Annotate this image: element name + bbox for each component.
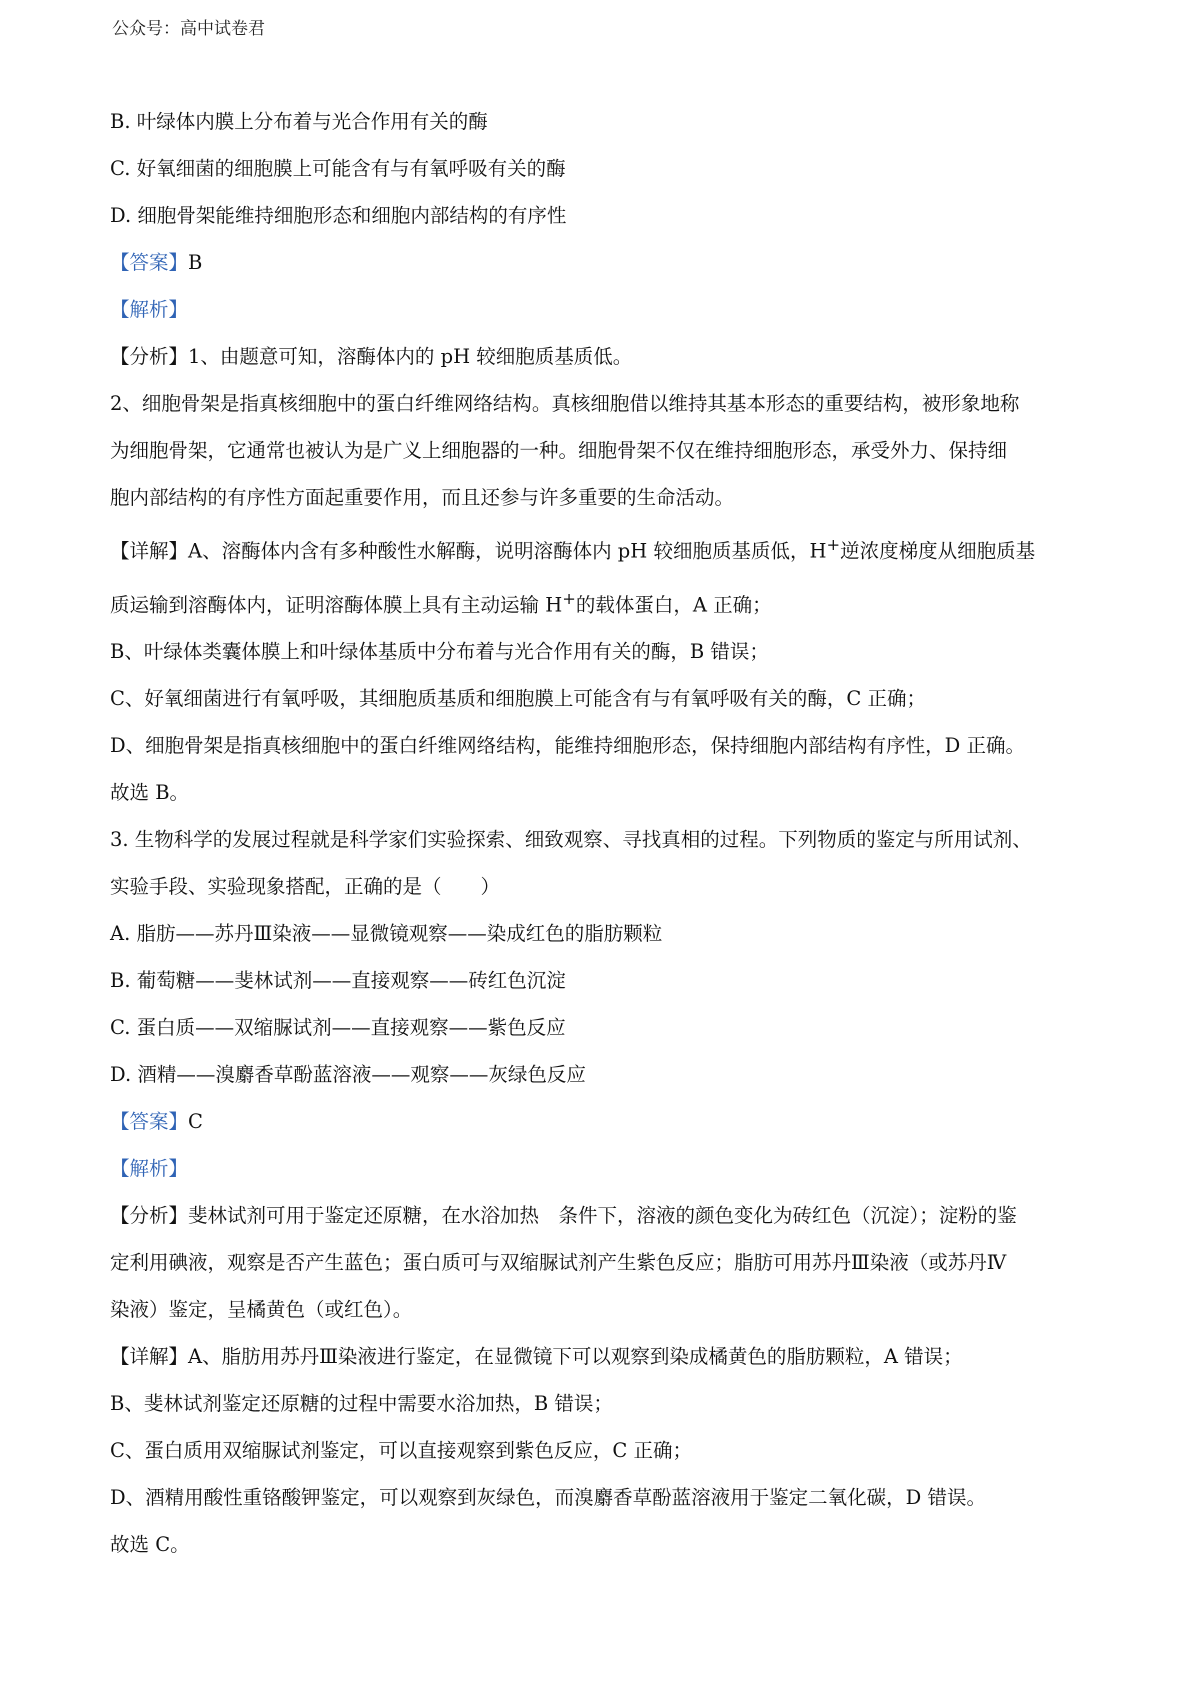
q2-answer (110, 239, 1100, 286)
superscript-plus: + (826, 535, 841, 554)
q3-stem-line2: 实验手段、实验现象搭配，正确的是（ ） (110, 875, 501, 898)
q2-xiangjie-b: B、叶绿体类囊体膜上和叶绿体基质中分布着与光合作用有关的酶，B 错误； (110, 640, 769, 663)
xiangjie-tag: 【详解】 (110, 539, 189, 563)
q2-option-d: D. 细胞骨架能维持细胞形态和细胞内部结构的有序性 (110, 204, 567, 227)
q3-stem-line1: 3. 生物科学的发展过程就是科学家们实验探索、细致观察、寻找真相的过程。下列物质的鉴定与所用试剂、 (110, 828, 1032, 851)
q3-xiangjie-d: D、酒精用酸性重铬酸钾鉴定，可以观察到灰绿色，而溴麝香草酚蓝溶液用于鉴定二氧化碳，D 错误。 (110, 1486, 986, 1509)
q3-xiangjie-a (110, 1333, 1100, 1380)
q3-option-c: C. 蛋白质——双缩脲试剂——直接观察——紫色反应 (110, 1016, 566, 1039)
q2-xiangjie-d: D、细胞骨架是指真核细胞中的蛋白纤维网络结构，能维持细胞形态，保持细胞内部结构有序性，D 正确。 (110, 734, 1025, 757)
q3-option-b: B. 葡萄糖——斐林试剂——直接观察——砖红色沉淀 (110, 969, 566, 992)
xiangjie-text: 逆浓度梯度从细胞质基 (840, 539, 1036, 563)
q3-conclusion: 故选 C。 (110, 1533, 190, 1556)
q2-fenxi-2-line1: 2、细胞骨架是指真核细胞中的蛋白纤维网络结构。真核细胞借以维持其基本形态的重要结构，被形象地称 (110, 392, 1020, 415)
xiangjie-text: 质运输到溶酶体内，证明溶酶体膜上具有主动运输 H (110, 593, 563, 616)
q3-analysis-tag: 【解析】 (110, 1157, 189, 1180)
fenxi-text: 斐林试剂可用于鉴定还原糖，在水浴加热 条件下，溶液的颜色变化为砖红色（沉淀）；淀粉的鉴 (188, 1204, 1017, 1227)
fenxi-text: 1、由题意可知，溶酶体内的 pH 较细胞质基质低。 (188, 345, 633, 368)
q2-option-c: C. 好氧细菌的细胞膜上可能含有与有氧呼吸有关的酶 (110, 157, 566, 180)
answer-tag: 【答案】 (110, 251, 189, 274)
q2-xiangjie-a-line1 (110, 521, 1100, 575)
q3-fenxi-line1 (110, 1192, 1100, 1239)
answer-value: B (188, 251, 203, 274)
xiangjie-text: A、溶酶体内含有多种酸性水解酶，说明溶酶体内 pH 较细胞质基质低，H (188, 539, 827, 563)
q3-xiangjie-c: C、蛋白质用双缩脲试剂鉴定，可以直接观察到紫色反应，C 正确； (110, 1439, 693, 1462)
superscript-plus: + (562, 588, 576, 608)
fenxi-tag: 【分析】 (110, 345, 189, 368)
q2-option-b: B. 叶绿体内膜上分布着与光合作用有关的酶 (110, 110, 488, 133)
fenxi-tag: 【分析】 (110, 1204, 189, 1227)
answer-value: C (188, 1110, 203, 1133)
q2-fenxi-1 (110, 333, 1100, 380)
xiangjie-text: A、脂肪用苏丹Ⅲ染液进行鉴定，在显微镜下可以观察到染成橘黄色的脂肪颗粒，A 错误； (188, 1345, 963, 1368)
q2-xiangjie-a-line2 (110, 575, 1100, 629)
q3-option-d: D. 酒精——溴麝香草酚蓝溶液——观察——灰绿色反应 (110, 1063, 586, 1086)
xiangjie-tag: 【详解】 (110, 1345, 189, 1368)
q3-xiangjie-b: B、斐林试剂鉴定还原糖的过程中需要水浴加热，B 错误； (110, 1392, 613, 1415)
q2-analysis-tag: 【解析】 (110, 298, 189, 321)
answer-tag: 【答案】 (110, 1110, 189, 1133)
page-header: 公众号：高中试卷君 (112, 19, 265, 39)
q3-fenxi-line3: 染液）鉴定，呈橘黄色（或红色）。 (110, 1298, 413, 1321)
xiangjie-text: 的载体蛋白，A 正确； (575, 593, 772, 616)
q2-fenxi-2-line2: 为细胞骨架，它通常也被认为是广义上细胞器的一种。细胞骨架不仅在维持细胞形态，承受外力、保持细 (110, 439, 1008, 462)
q3-option-a: A. 脂肪——苏丹Ⅲ染液——显微镜观察——染成红色的脂肪颗粒 (110, 922, 663, 945)
q2-xiangjie-c: C、好氧细菌进行有氧呼吸，其细胞质基质和细胞膜上可能含有与有氧呼吸有关的酶，C 正确； (110, 687, 927, 710)
document-body (110, 98, 1100, 1568)
q2-conclusion: 故选 B。 (110, 781, 190, 804)
q3-answer (110, 1098, 1100, 1145)
q2-fenxi-2-line3: 胞内部结构的有序性方面起重要作用，而且还参与许多重要的生命活动。 (110, 486, 735, 509)
q3-fenxi-line2: 定利用碘液，观察是否产生蓝色；蛋白质可与双缩脲试剂产生紫色反应；脂肪可用苏丹Ⅲ染液（或苏丹Ⅳ (110, 1251, 1007, 1274)
